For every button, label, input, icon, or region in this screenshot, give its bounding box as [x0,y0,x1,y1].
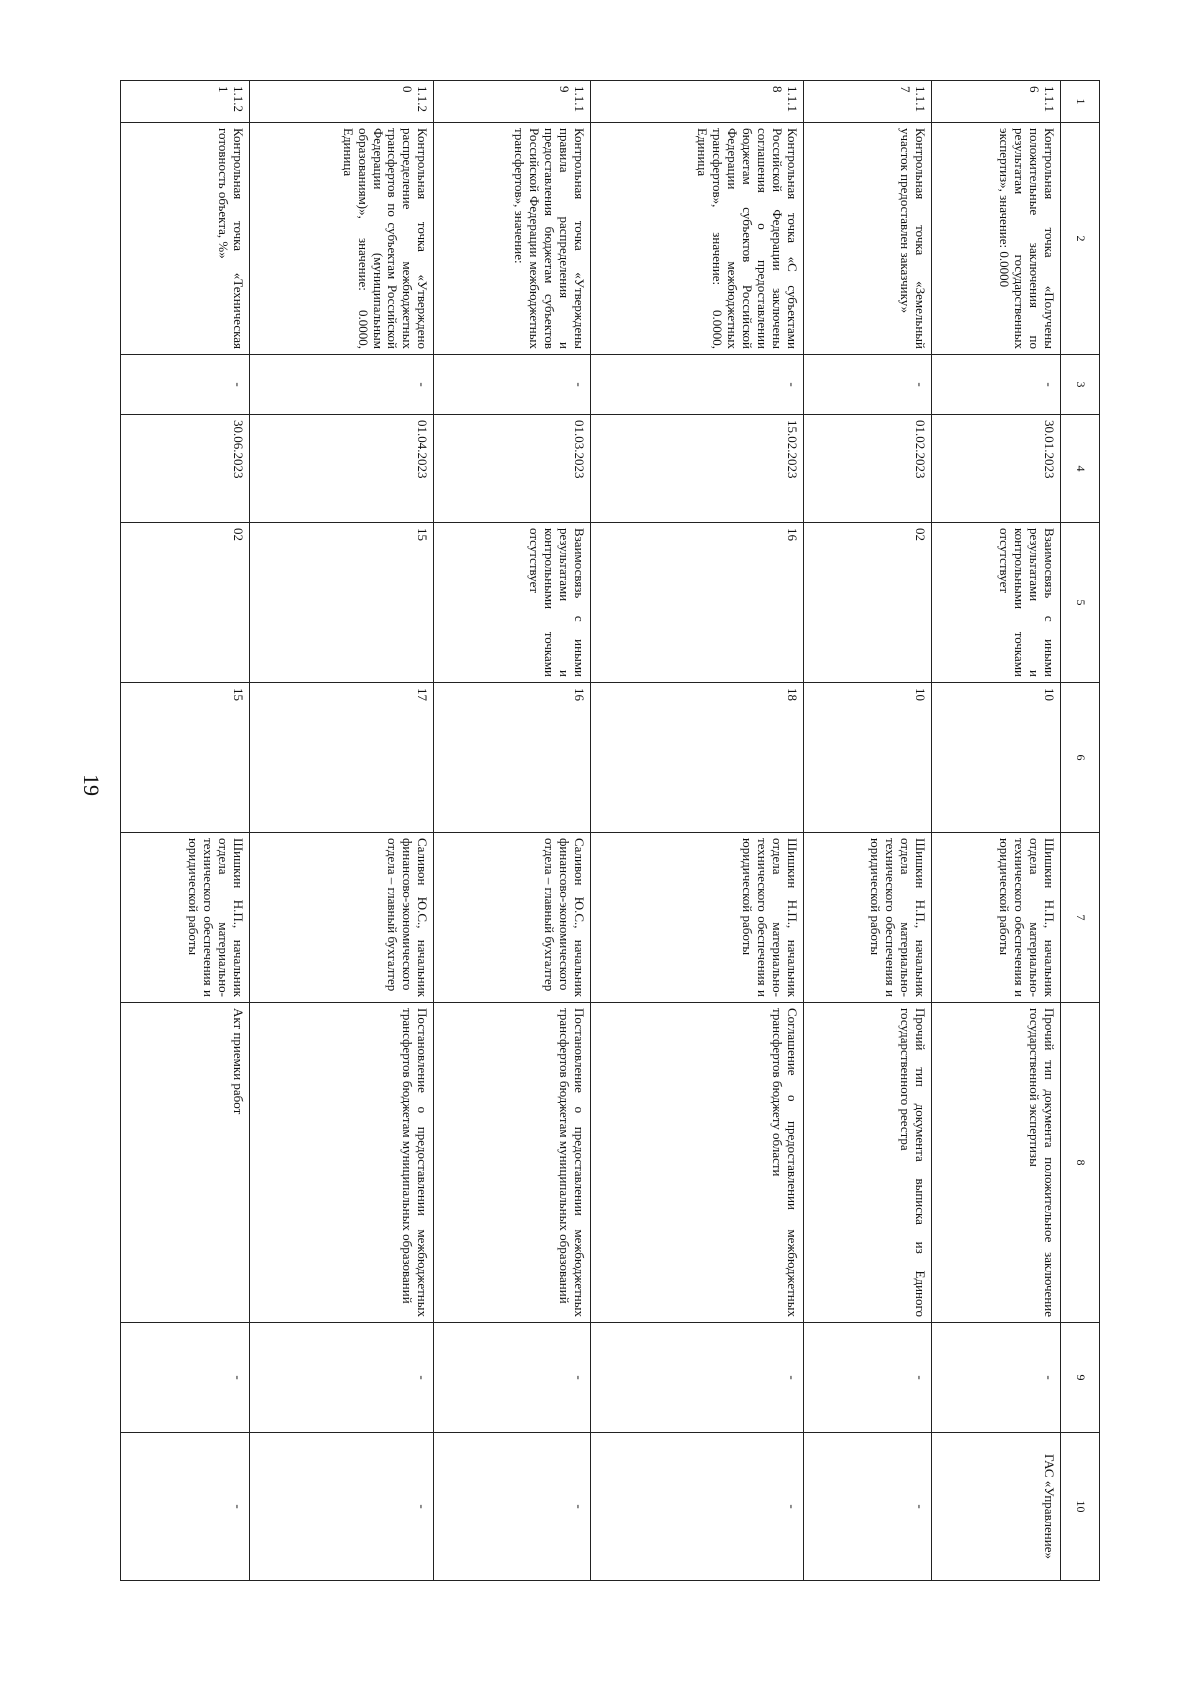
cell-name: Контрольная точка «С субъектами Российской Федерации заключены соглашения о предоставлении бюджетам субъектов Российской Федерации межбюджетных трансфертов», значение: 0.0000, Единица [591,123,804,355]
cell-responsible: Шишкин Н.П., начальник отдела материально-технического обеспечения и юридической работы [932,833,1061,1003]
cell-col6: 15 [121,683,250,833]
header-row [1061,81,1100,1581]
header-col-8: 8 [1061,1003,1100,1323]
cell-col3: - [803,355,932,415]
cell-col9: - [591,1323,804,1433]
cell-date: 15.02.2023 [591,415,804,523]
cell-number: 1.1.17 [803,81,932,123]
control-points-table [120,80,1100,1581]
cell-system: ГАС «Управление» [932,1433,1061,1581]
header-col-2: 2 [1061,123,1100,355]
cell-document: Прочий тип документа выписка из Единого государственного реестра [803,1003,932,1323]
cell-relation: 02 [803,523,932,683]
cell-col9: - [803,1323,932,1433]
cell-system: - [591,1433,804,1581]
header-col-3: 3 [1061,355,1100,415]
cell-system: - [434,1433,591,1581]
cell-col6: 16 [434,683,591,833]
cell-date: 01.02.2023 [803,415,932,523]
cell-relation: Взаимосвязь с иными результатами и контрольными точками отсутствует [434,523,591,683]
cell-name: Контрольная точка «Утверждено распределение межбюджетных трансфертов по субъектам Российской Федерации (муниципальным образованиям)», значение: 0.0000, Единица [249,123,434,355]
rotated-table-container [120,80,1100,1580]
cell-document: Акт приемки работ [121,1003,250,1323]
cell-date: 30.06.2023 [121,415,250,523]
cell-responsible: Саливон Ю.С., начальник финансово-экономического отдела – главный бухгалтер [249,833,434,1003]
cell-name: Контрольная точка «Получены положительные заключения по результатам государственных экспертиз», значение: 0.0000 [932,123,1061,355]
cell-number: 1.1.19 [434,81,591,123]
cell-col9: - [121,1323,250,1433]
header-col-4: 4 [1061,415,1100,523]
cell-date: 01.04.2023 [249,415,434,523]
header-col-9: 9 [1061,1323,1100,1433]
table-row [121,81,250,1581]
cell-col3: - [591,355,804,415]
cell-document: Постановление о предоставлении межбюджетных трансфертов бюджетам муниципальных образований [434,1003,591,1323]
cell-relation: 15 [249,523,434,683]
cell-relation: Взаимосвязь с иными результатами и контрольными точками отсутствует [932,523,1061,683]
cell-col3: - [121,355,250,415]
cell-col9: - [932,1323,1061,1433]
cell-name: Контрольная точка «Техническая готовность объекта, %» [121,123,250,355]
cell-col3: - [932,355,1061,415]
cell-responsible: Шишкин Н.П., начальник отдела материально-технического обеспечения и юридической работы [591,833,804,1003]
cell-number: 1.1.21 [121,81,250,123]
cell-system: - [249,1433,434,1581]
table-row [591,81,804,1581]
cell-relation: 16 [591,523,804,683]
cell-relation: 02 [121,523,250,683]
cell-system: - [803,1433,932,1581]
table-row [932,81,1061,1581]
header-col-1: 1 [1061,81,1100,123]
cell-number: 1.1.18 [591,81,804,123]
cell-date: 30.01.2023 [932,415,1061,523]
header-col-5: 5 [1061,523,1100,683]
header-col-6: 6 [1061,683,1100,833]
header-col-7: 7 [1061,833,1100,1003]
header-col-10: 10 [1061,1433,1100,1581]
cell-system: - [121,1433,250,1581]
cell-col9: - [434,1323,591,1433]
cell-document: Постановление о предоставлении межбюджетных трансфертов бюджетам муниципальных образований [249,1003,434,1323]
cell-document: Прочий тип документа положительное заключение государственной экспертизы [932,1003,1061,1323]
cell-col3: - [249,355,434,415]
cell-responsible: Шишкин Н.П., начальник отдела материально-технического обеспечения и юридической работы [121,833,250,1003]
cell-col3: - [434,355,591,415]
cell-col9: - [249,1323,434,1433]
cell-responsible: Шишкин Н.П., начальник отдела материально-технического обеспечения и юридической работы [803,833,932,1003]
table-row [249,81,434,1581]
cell-responsible: Саливон Ю.С., начальник финансово-экономического отдела – главный бухгалтер [434,833,591,1003]
cell-number: 1.1.20 [249,81,434,123]
table-row [434,81,591,1581]
cell-document: Соглашение о предоставлении межбюджетных трансфертов бюджету области [591,1003,804,1323]
cell-date: 01.03.2023 [434,415,591,523]
table-row [803,81,932,1581]
cell-col6: 10 [803,683,932,833]
cell-col6: 10 [932,683,1061,833]
cell-number: 1.1.16 [932,81,1061,123]
cell-name: Контрольная точка «Утверждены правила распределения и предоставления бюджетам субъектов Российской Федерации межбюджетных трансфертов», значение: [434,123,591,355]
page-number: 19 [79,774,104,796]
cell-name: Контрольная точка «Земельный участок предоставлен заказчику» [803,123,932,355]
cell-col6: 18 [591,683,804,833]
cell-col6: 17 [249,683,434,833]
